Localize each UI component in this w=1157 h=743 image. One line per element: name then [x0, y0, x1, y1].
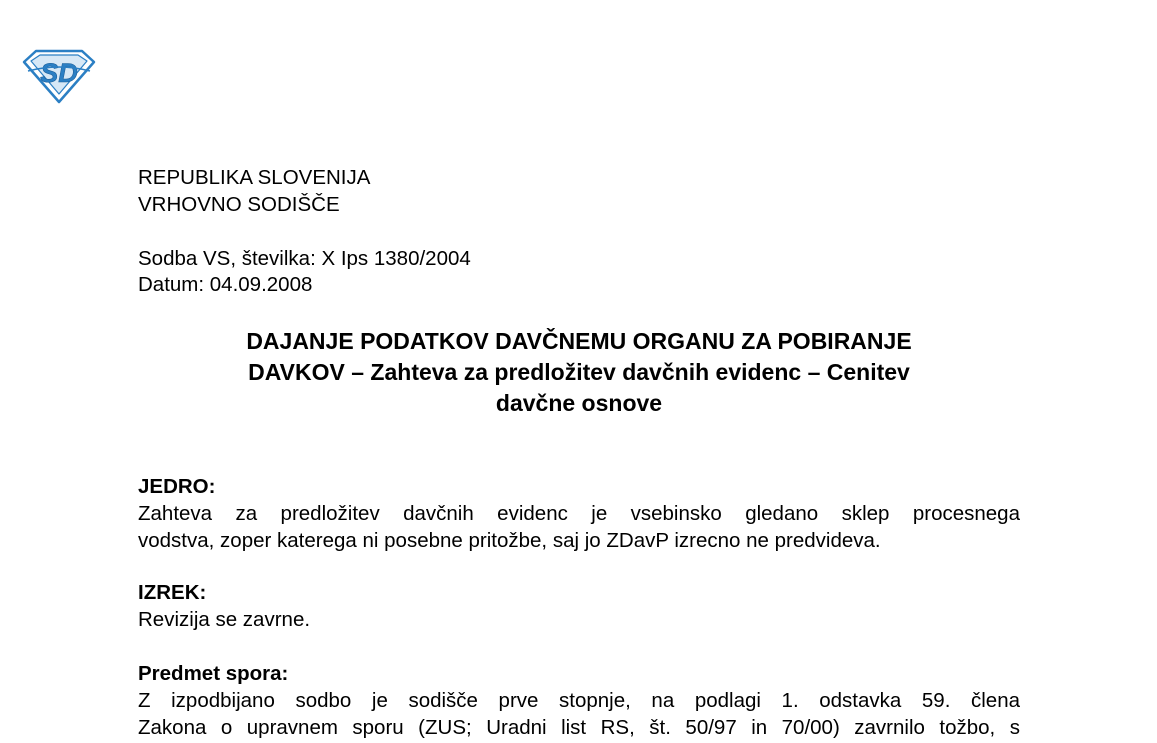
- predmet-line: Zakona o upravnem sporu (ZUS; Uradni list RS, št. 50/97 in 70/00) zavrnilo tožbo, s: [138, 716, 1020, 739]
- country-name: REPUBLIKA SLOVENIJA: [138, 166, 371, 189]
- decision-date: Datum: 04.09.2008: [138, 273, 313, 296]
- izrek-text: Revizija se zavrne.: [138, 608, 311, 631]
- title-line: DAJANJE PODATKOV DAVČNEMU ORGANU ZA POBIRANJE: [246, 328, 912, 354]
- jedro-line: Zahteva za predložitev davčnih evidenc je vsebinsko gledano sklep procesnega: [138, 502, 1020, 525]
- document-title: [138, 326, 1020, 419]
- title-line: davčne osnove: [495, 390, 663, 416]
- predmet-heading: Predmet spora:: [138, 662, 289, 685]
- jedro-line: vodstva, zoper katerega ni posebne pritožbe, saj jo ZDavP izrecno ne predvideva.: [138, 529, 881, 552]
- jedro-heading: JEDRO:: [138, 475, 216, 498]
- predmet-line: Z izpodbijano sodbo je sodišče prve stopnje, na podlagi 1. odstavka 59. člena: [138, 689, 1020, 712]
- title-line: DAVKOV – Zahteva za predložitev davčnih evidenc – Cenitev: [248, 359, 910, 385]
- predmet-text: [138, 687, 1020, 741]
- izrek-heading: IZREK:: [138, 581, 207, 604]
- court-logo-icon: [22, 46, 96, 104]
- court-name: VRHOVNO SODIŠČE: [138, 193, 340, 216]
- jedro-text: [138, 500, 1020, 554]
- logo-text: SD: [40, 58, 78, 88]
- case-number: Sodba VS, številka: X Ips 1380/2004: [138, 247, 471, 270]
